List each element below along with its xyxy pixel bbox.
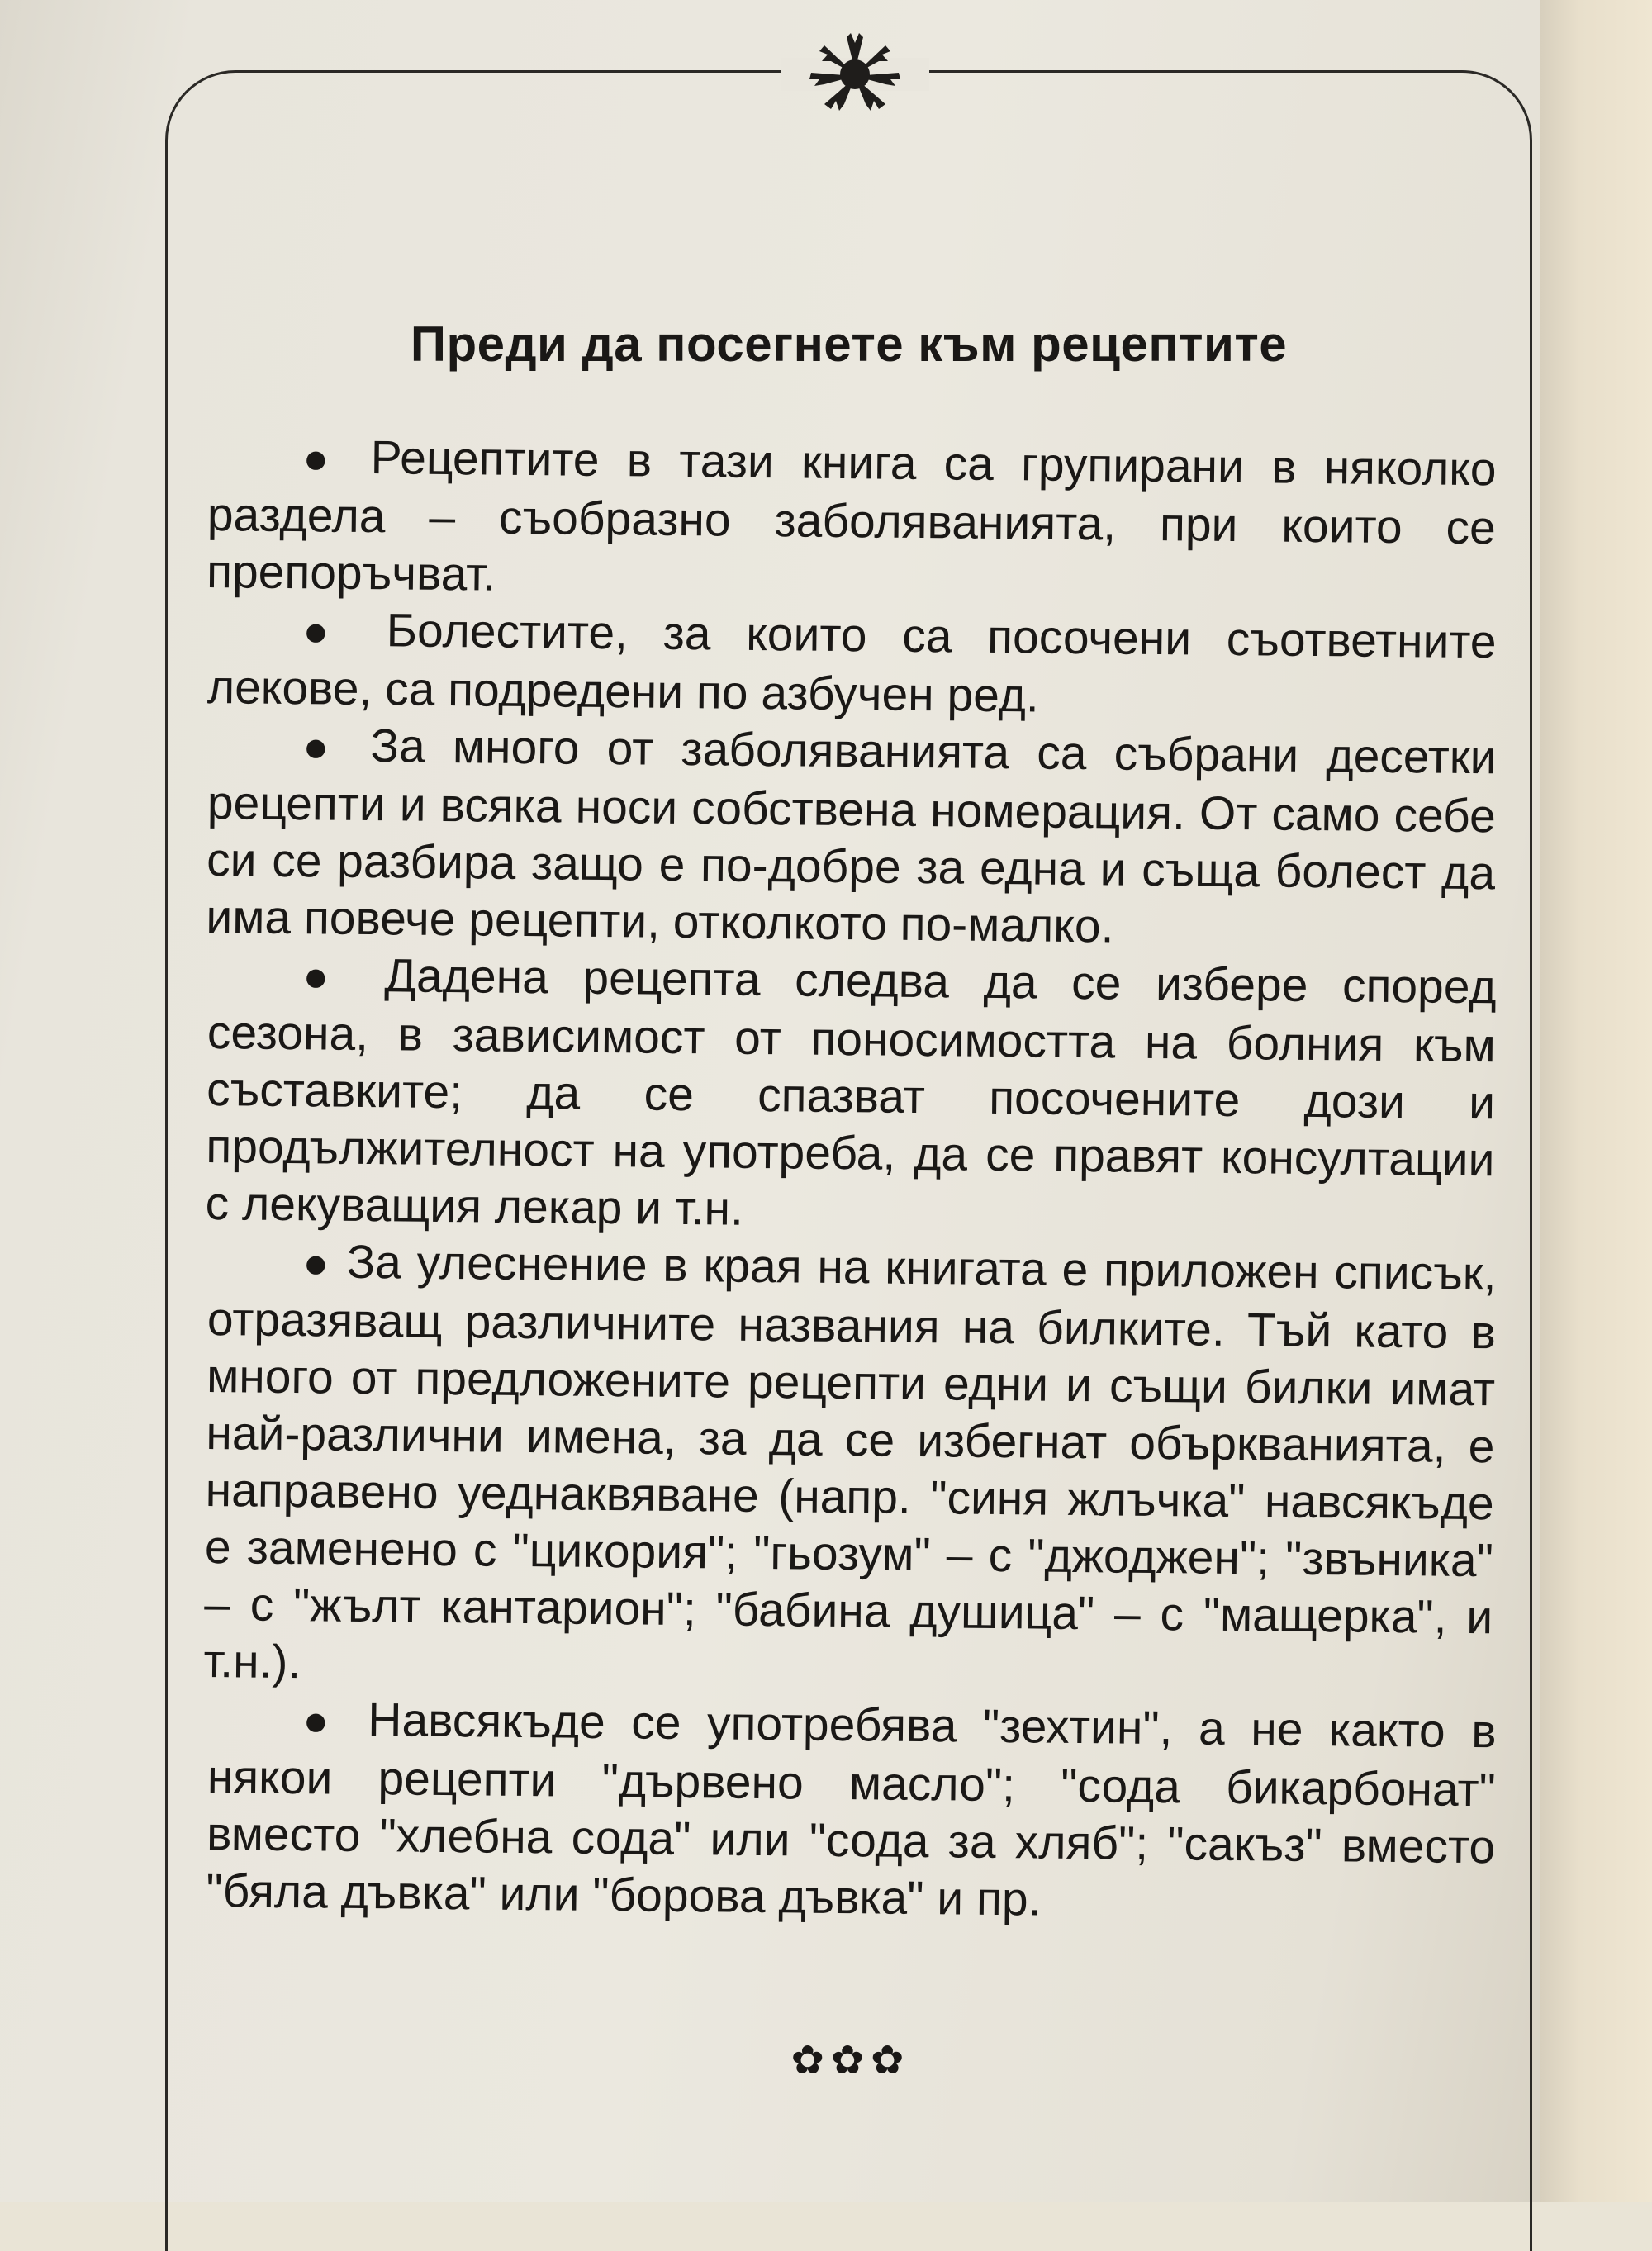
snowflake-ornament-icon	[793, 25, 917, 124]
bullet-icon: ●	[302, 607, 352, 656]
list-item-text: Рецептите в тази книга са групирани в няколко раздела – съобразно заболяванията, при които се препоръчват.	[206, 431, 1497, 601]
list-item-text: За улеснение в края на книгата е приложен списък, отразяващ различните названия на билките. Тъй като в много от предложените рецепти едни и същи билки имат най-различни имена, за да се избегнат объркванията, е направено уеднаквяване (напр. "синя жлъчка" навсякъде е заменено с "цикория"; "гьозум" – с "джоджен"; "звъника" – с "жълт кантарион"; "бабина душица" – с "мащерка", и т.н.).	[203, 1235, 1497, 1689]
list-item-text: Дадена рецепта следва да се избере според сезона, в зависимост от поносимостта на болния към съставките; да се спазват посочените дози и продължителност на употреба, да се правят консултации с лекуващия лекар и т.н.	[205, 949, 1497, 1236]
list-item	[206, 1690, 1497, 1933]
list-item-text: Навсякъде се употребява "зехтин", а не както в някои рецепти "дървено масло"; "сода бикарбонат" вместо "хлебна сода" или "сода за хляб"; "сакъз" вместо "бяла дъвка" или "борова дъвка" и пр.	[206, 1693, 1497, 1926]
list-item	[207, 601, 1497, 729]
rules-list	[203, 428, 1497, 1926]
bullet-icon: ●	[302, 1697, 343, 1745]
list-item-text: За много от заболяванията са събрани десетки рецепти и всяка носи собствена номерация. От само себе си се разбира защо е по-добре за една и съща болест да има повече рецепти, отколкото по-малко.	[206, 719, 1497, 953]
bullet-icon: ●	[302, 952, 351, 1001]
list-item	[206, 428, 1497, 614]
list-item	[206, 716, 1497, 959]
list-item	[205, 946, 1497, 1246]
list-item	[203, 1232, 1497, 1703]
next-page-edge	[1540, 0, 1652, 2202]
flower-separator-icon: ✿✿✿	[790, 2039, 911, 2082]
bullet-icon: ●	[302, 723, 344, 772]
bullet-icon: ●	[302, 435, 344, 483]
page-title: Преди да посегнете към рецептите	[410, 316, 1288, 372]
list-item-text: Болестите, за които са посочени съответните лекове, са подредени по азбучен ред.	[206, 604, 1497, 723]
bullet-icon: ●	[302, 1239, 332, 1288]
